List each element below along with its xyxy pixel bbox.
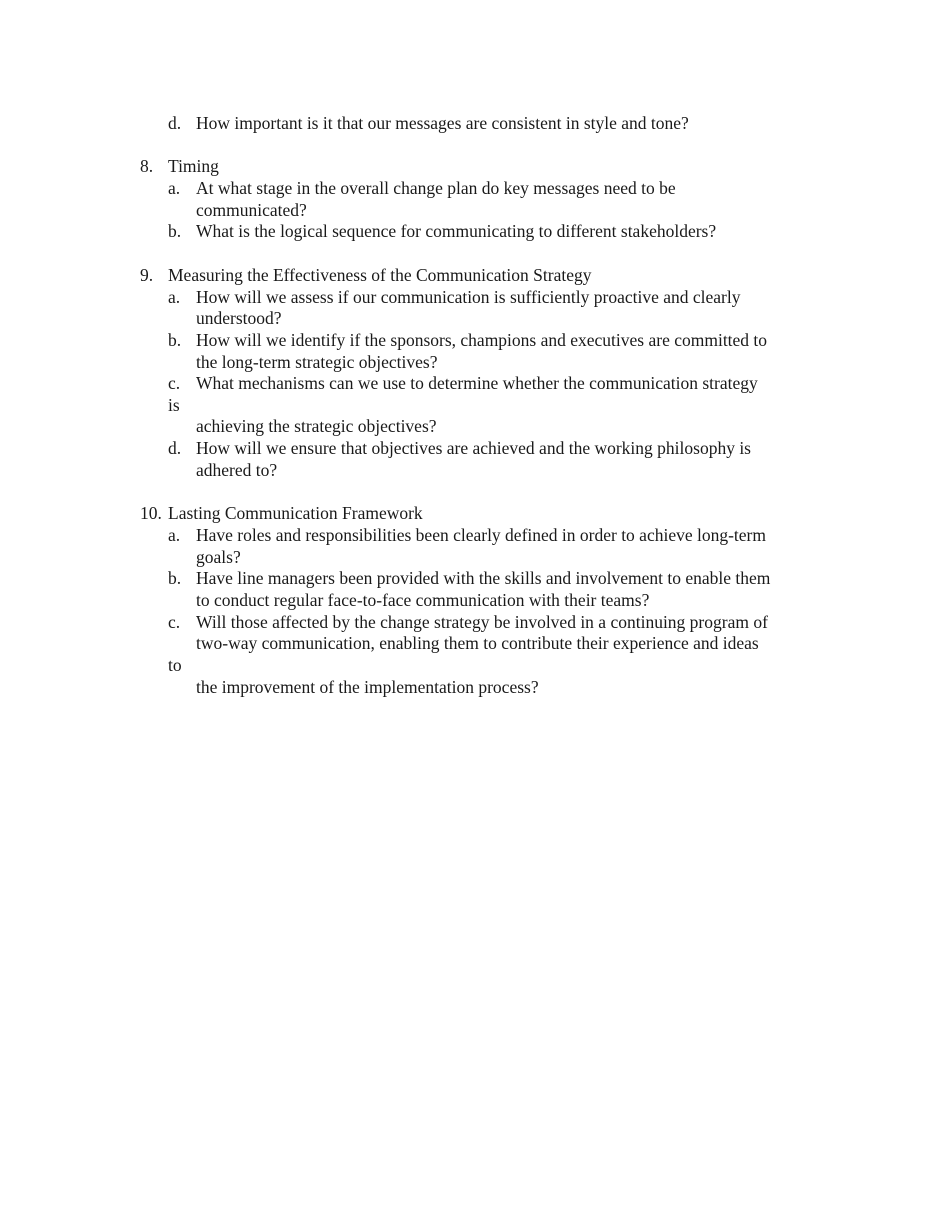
- list-item-text: What is the logical sequence for communicating to different stakeholders?: [196, 221, 717, 241]
- section-title: Measuring the Effectiveness of the Communication Strategy: [168, 265, 592, 285]
- list-item-text: How will we ensure that objectives are achieved and the working philosophy is: [196, 438, 751, 458]
- list-item-text-continued: the long-term strategic objectives?: [196, 352, 438, 372]
- list-item-text: Have line managers been provided with the skills and involvement to enable them: [196, 568, 771, 588]
- list-item-text-continued: two-way communication, enabling them to contribute their experience and ideas: [196, 633, 759, 653]
- list-item-text: How will we assess if our communication is sufficiently proactive and clearly: [196, 287, 741, 307]
- section-number: 9.: [140, 265, 154, 285]
- list-item-letter: b.: [168, 568, 182, 588]
- list-item-letter: d.: [168, 438, 182, 458]
- list-item-wrap-fragment: to: [168, 655, 182, 675]
- list-item-letter: b.: [168, 330, 182, 350]
- list-item-letter: d.: [168, 113, 182, 133]
- list-item-letter: a.: [168, 525, 181, 545]
- section-number: 8.: [140, 156, 154, 176]
- list-item-letter: c.: [168, 612, 181, 632]
- section-title: Timing: [168, 156, 219, 176]
- list-item-text-continued: to conduct regular face-to-face communication with their teams?: [196, 590, 650, 610]
- list-item-text-continued: understood?: [196, 308, 282, 328]
- list-item-text: Have roles and responsibilities been clearly defined in order to achieve long-term: [196, 525, 766, 545]
- list-item-wrap-fragment: is: [168, 395, 180, 415]
- list-item-letter: a.: [168, 178, 181, 198]
- list-item-text: Will those affected by the change strategy be involved in a continuing program of: [196, 612, 768, 632]
- list-item-text: At what stage in the overall change plan do key messages need to be: [196, 178, 676, 198]
- list-item-text: How will we identify if the sponsors, champions and executives are committed to: [196, 330, 768, 350]
- section-number: 10.: [140, 503, 162, 523]
- list-item-text-continued: adhered to?: [196, 460, 278, 480]
- list-item-text-continued: communicated?: [196, 200, 307, 220]
- list-item-text: How important is it that our messages are consistent in style and tone?: [196, 113, 689, 133]
- section-title: Lasting Communication Framework: [168, 503, 423, 523]
- list-item-text: What mechanisms can we use to determine whether the communication strategy: [196, 373, 758, 393]
- list-item-letter: c.: [168, 373, 181, 393]
- list-item-text-continued: achieving the strategic objectives?: [196, 416, 437, 436]
- list-item-text-continued: the improvement of the implementation process?: [196, 677, 539, 697]
- list-item-letter: a.: [168, 287, 181, 307]
- list-item-letter: b.: [168, 221, 182, 241]
- list-item-text-continued: goals?: [196, 547, 241, 567]
